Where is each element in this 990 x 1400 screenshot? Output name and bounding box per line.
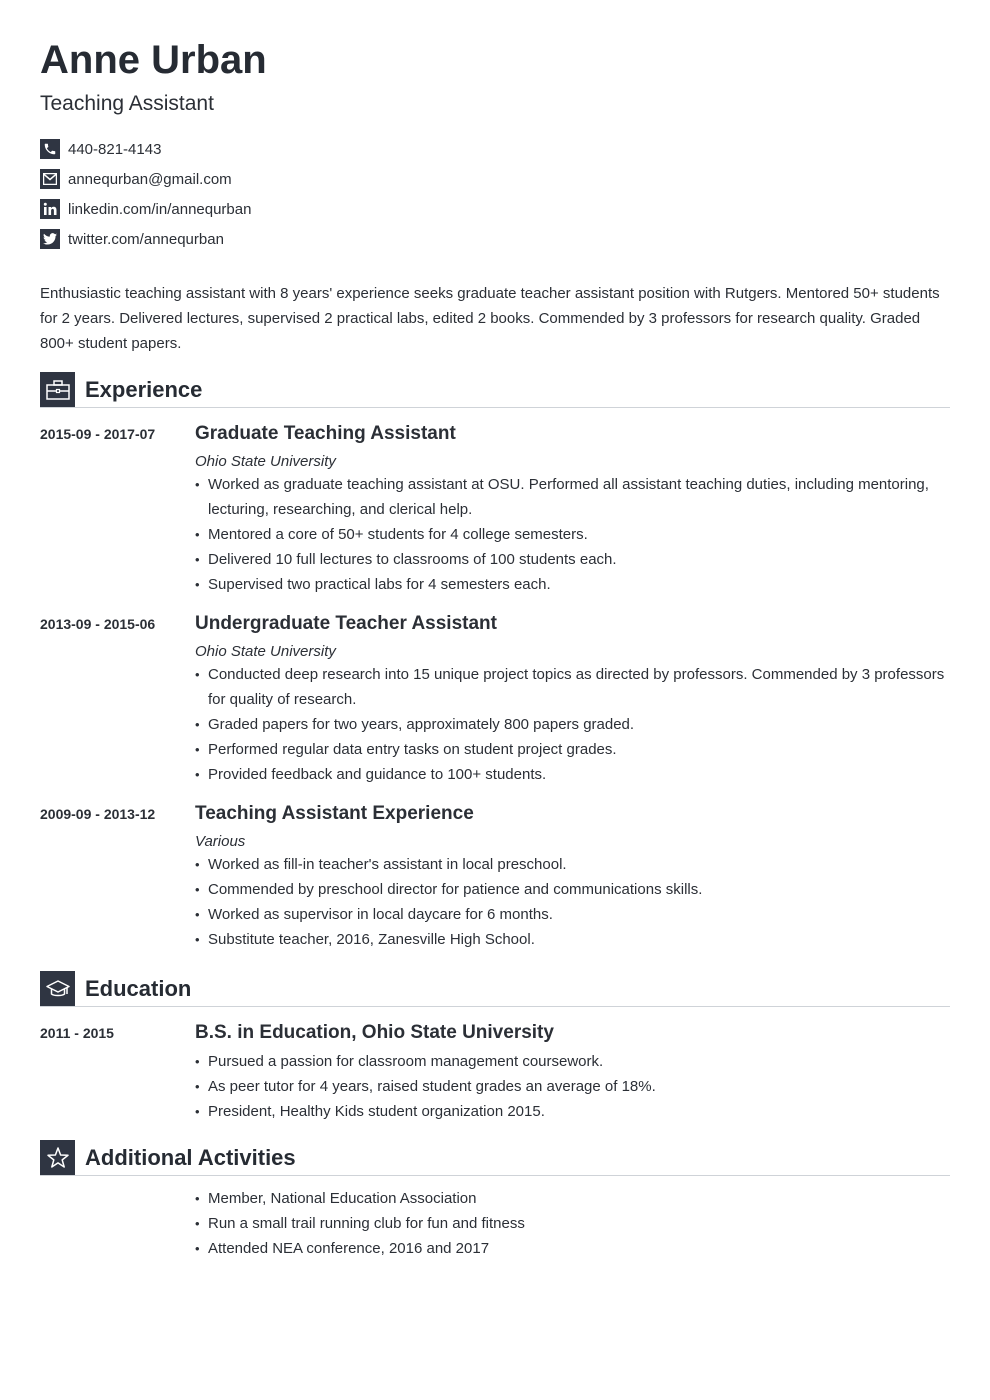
envelope-icon — [40, 169, 60, 189]
list-item: • Commended by preschool director for patience and communications skills. — [195, 877, 950, 902]
activities-heading: Additional Activities — [85, 1145, 296, 1170]
job-entry-org: Various — [195, 833, 246, 850]
list-item: • Provided feedback and guidance to 100+ students. — [195, 762, 950, 787]
list-item: • Performed regular data entry tasks on student project grades. — [195, 737, 950, 762]
list-item: • Graded papers for two years, approximately 800 papers graded. — [195, 712, 950, 737]
job-entry-title: Undergraduate Teacher Assistant — [195, 613, 497, 634]
list-item: • Conducted deep research into 15 unique project topics as directed by professors. Commended by 3 professors for quality of research. — [195, 662, 950, 712]
list-item: • Substitute teacher, 2016, Zanesville High School. — [195, 927, 950, 952]
summary-paragraph: Enthusiastic teaching assistant with 8 years' experience seeks graduate teacher assistant position with Rutgers. Mentored 50+ students for 2 years. Delivered lectures, supervised 2 practical labs, edited 2 books. Commended by 3 professors for research quality. Graded 800+ student papers. — [40, 285, 940, 352]
list-item: • As peer tutor for 4 years, raised student grades an average of 18%. — [195, 1074, 950, 1099]
job-entry-org: Ohio State University — [195, 453, 336, 470]
contact-linkedin — [40, 199, 251, 219]
contact-phone — [40, 139, 161, 159]
activities-section-header — [40, 1140, 950, 1176]
experience-heading: Experience — [85, 377, 203, 402]
education-heading: Education — [85, 976, 192, 1001]
list-item: • President, Healthy Kids student organization 2015. — [195, 1099, 950, 1124]
list-item: • Pursued a passion for classroom management coursework. — [195, 1049, 950, 1074]
contact-twitter — [40, 229, 224, 249]
contact-email — [40, 169, 232, 189]
star-icon — [40, 1140, 75, 1175]
job-dates: 2015-09 - 2017-07 — [40, 426, 156, 442]
job-dates: 2009-09 - 2013-12 — [40, 806, 156, 822]
list-item: • Run a small trail running club for fun and fitness — [195, 1211, 950, 1236]
experience-section-header — [40, 372, 950, 408]
email-link[interactable]: annequrban@gmail.com — [68, 170, 232, 188]
education-dates: 2011 - 2015 — [40, 1025, 114, 1041]
job-title: Teaching Assistant — [40, 92, 214, 115]
job-entry-title: Graduate Teaching Assistant — [195, 423, 456, 444]
job-bullets — [195, 662, 950, 787]
list-item: • Worked as supervisor in local daycare for 6 months. — [195, 902, 950, 927]
education-entry — [195, 1021, 950, 1124]
activities-bullets — [195, 1186, 950, 1261]
list-item: • Worked as fill-in teacher's assistant in local preschool. — [195, 852, 950, 877]
job-entry-org: Ohio State University — [195, 643, 336, 660]
job-dates: 2013-09 - 2015-06 — [40, 616, 156, 632]
list-item: • Attended NEA conference, 2016 and 2017 — [195, 1236, 950, 1261]
list-item: • Mentored a core of 50+ students for 4 college semesters. — [195, 522, 950, 547]
phone-icon — [40, 139, 60, 159]
degree-title: B.S. in Education, Ohio State University — [195, 1022, 554, 1043]
job-bullets — [195, 472, 950, 597]
linkedin-link[interactable]: linkedin.com/in/annequrban — [68, 200, 252, 218]
graduation-cap-icon — [40, 971, 75, 1006]
list-item: • Member, National Education Association — [195, 1186, 950, 1211]
education-section-header — [40, 971, 950, 1007]
job-entry-title: Teaching Assistant Experience — [195, 803, 474, 824]
job-bullets — [195, 852, 950, 952]
twitter-icon — [40, 229, 60, 249]
job-entry — [195, 422, 950, 597]
list-item: • Supervised two practical labs for 4 semesters each. — [195, 572, 950, 597]
job-entry — [195, 612, 950, 787]
activities-entry — [195, 1186, 950, 1261]
briefcase-icon — [40, 372, 75, 407]
list-item: • Delivered 10 full lectures to classrooms of 100 students each. — [195, 547, 950, 572]
phone-text: 440-821-4143 — [68, 140, 162, 158]
candidate-name: Anne Urban — [40, 38, 267, 82]
education-bullets — [195, 1049, 950, 1124]
linkedin-icon — [40, 199, 60, 219]
list-item: • Worked as graduate teaching assistant at OSU. Performed all assistant teaching duties, including mentoring, lecturing, researching, and clerical help. — [195, 472, 950, 522]
twitter-link[interactable]: twitter.com/annequrban — [68, 230, 224, 248]
job-entry — [195, 802, 950, 952]
